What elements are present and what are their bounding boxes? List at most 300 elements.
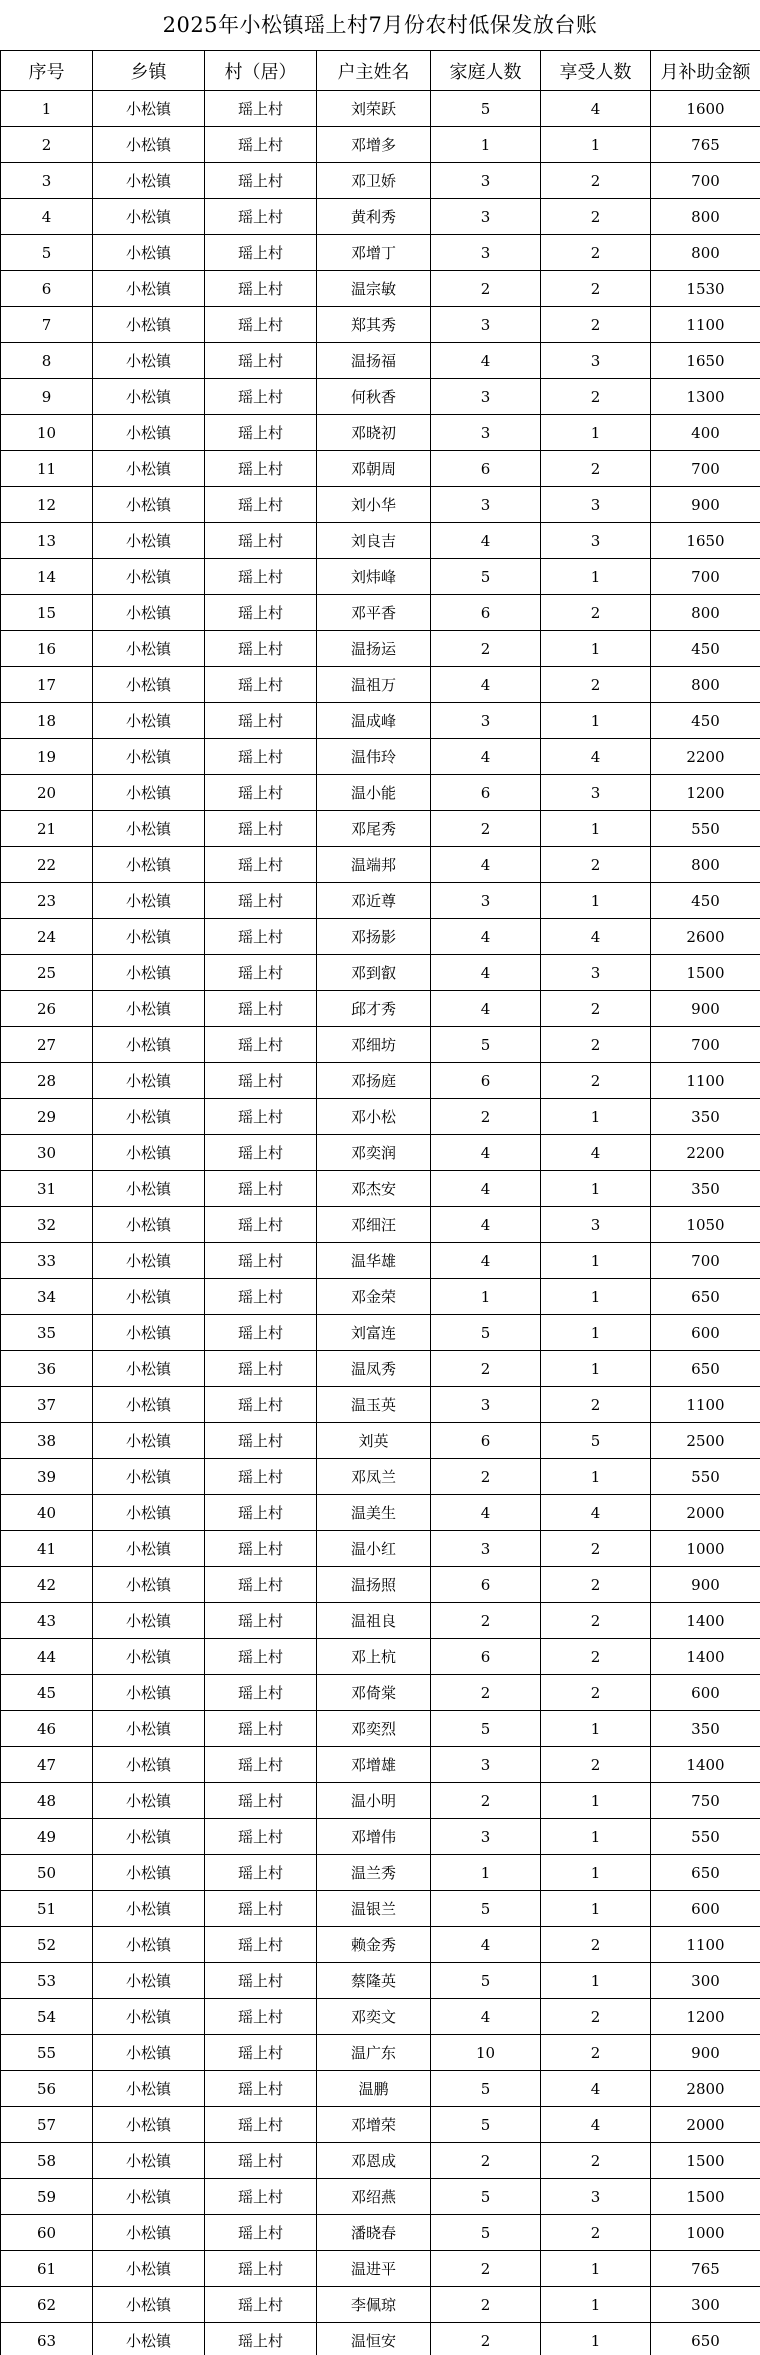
cell-village: 瑶上村 xyxy=(205,1279,317,1315)
cell-serial-number: 39 xyxy=(1,1459,93,1495)
cell-beneficiaries: 1 xyxy=(541,1243,651,1279)
cell-family-size: 3 xyxy=(431,1819,541,1855)
cell-monthly-subsidy: 1650 xyxy=(651,523,760,559)
cell-beneficiaries: 3 xyxy=(541,487,651,523)
table-row xyxy=(1,1891,760,1927)
cell-monthly-subsidy: 600 xyxy=(651,1675,760,1711)
cell-beneficiaries: 4 xyxy=(541,919,651,955)
cell-monthly-subsidy: 650 xyxy=(651,1279,760,1315)
cell-township: 小松镇 xyxy=(93,1171,205,1207)
cell-family-size: 2 xyxy=(431,271,541,307)
table-row xyxy=(1,2251,760,2287)
cell-village: 瑶上村 xyxy=(205,1099,317,1135)
cell-serial-number: 7 xyxy=(1,307,93,343)
cell-village: 瑶上村 xyxy=(205,1927,317,1963)
cell-township: 小松镇 xyxy=(93,2215,205,2251)
cell-serial-number: 38 xyxy=(1,1423,93,1459)
cell-village: 瑶上村 xyxy=(205,1387,317,1423)
table-row xyxy=(1,91,760,127)
cell-monthly-subsidy: 765 xyxy=(651,2251,760,2287)
table-row xyxy=(1,1423,760,1459)
cell-beneficiaries: 2 xyxy=(541,2035,651,2071)
cell-beneficiaries: 1 xyxy=(541,1711,651,1747)
cell-serial-number: 14 xyxy=(1,559,93,595)
cell-family-size: 3 xyxy=(431,307,541,343)
cell-serial-number: 19 xyxy=(1,739,93,775)
cell-beneficiaries: 1 xyxy=(541,2251,651,2287)
cell-monthly-subsidy: 450 xyxy=(651,883,760,919)
table-row xyxy=(1,2143,760,2179)
cell-serial-number: 5 xyxy=(1,235,93,271)
cell-beneficiaries: 2 xyxy=(541,1027,651,1063)
cell-householder-name: 邓细汪 xyxy=(317,1207,431,1243)
cell-family-size: 5 xyxy=(431,2179,541,2215)
cell-village: 瑶上村 xyxy=(205,1531,317,1567)
cell-beneficiaries: 1 xyxy=(541,1819,651,1855)
cell-serial-number: 4 xyxy=(1,199,93,235)
cell-township: 小松镇 xyxy=(93,1675,205,1711)
cell-householder-name: 温银兰 xyxy=(317,1891,431,1927)
table-row xyxy=(1,703,760,739)
table-row xyxy=(1,1639,760,1675)
cell-monthly-subsidy: 1100 xyxy=(651,1387,760,1423)
cell-township: 小松镇 xyxy=(93,415,205,451)
table-row xyxy=(1,775,760,811)
cell-monthly-subsidy: 2800 xyxy=(651,2071,760,2107)
cell-serial-number: 20 xyxy=(1,775,93,811)
cell-township: 小松镇 xyxy=(93,1207,205,1243)
cell-beneficiaries: 1 xyxy=(541,1783,651,1819)
cell-householder-name: 邓扬影 xyxy=(317,919,431,955)
cell-family-size: 4 xyxy=(431,991,541,1027)
table-row xyxy=(1,631,760,667)
cell-beneficiaries: 1 xyxy=(541,631,651,667)
cell-township: 小松镇 xyxy=(93,1351,205,1387)
cell-serial-number: 24 xyxy=(1,919,93,955)
cell-householder-name: 刘英 xyxy=(317,1423,431,1459)
cell-householder-name: 刘良吉 xyxy=(317,523,431,559)
cell-householder-name: 刘炜峰 xyxy=(317,559,431,595)
cell-beneficiaries: 1 xyxy=(541,811,651,847)
cell-serial-number: 21 xyxy=(1,811,93,847)
cell-householder-name: 邓增雄 xyxy=(317,1747,431,1783)
cell-householder-name: 温美生 xyxy=(317,1495,431,1531)
cell-serial-number: 18 xyxy=(1,703,93,739)
cell-township: 小松镇 xyxy=(93,199,205,235)
cell-serial-number: 37 xyxy=(1,1387,93,1423)
table-row xyxy=(1,811,760,847)
table-row xyxy=(1,1711,760,1747)
cell-family-size: 4 xyxy=(431,739,541,775)
table-row xyxy=(1,2323,760,2355)
cell-monthly-subsidy: 2200 xyxy=(651,739,760,775)
cell-township: 小松镇 xyxy=(93,703,205,739)
cell-township: 小松镇 xyxy=(93,379,205,415)
table-row xyxy=(1,1063,760,1099)
cell-family-size: 2 xyxy=(431,2143,541,2179)
cell-village: 瑶上村 xyxy=(205,1459,317,1495)
table-row xyxy=(1,199,760,235)
cell-householder-name: 邓绍燕 xyxy=(317,2179,431,2215)
cell-family-size: 5 xyxy=(431,1711,541,1747)
cell-village: 瑶上村 xyxy=(205,2107,317,2143)
table-row xyxy=(1,559,760,595)
cell-serial-number: 63 xyxy=(1,2323,93,2355)
cell-village: 瑶上村 xyxy=(205,1171,317,1207)
cell-monthly-subsidy: 650 xyxy=(651,2323,760,2355)
cell-beneficiaries: 1 xyxy=(541,1891,651,1927)
cell-householder-name: 刘荣跃 xyxy=(317,91,431,127)
cell-householder-name: 邓尾秀 xyxy=(317,811,431,847)
cell-serial-number: 26 xyxy=(1,991,93,1027)
cell-serial-number: 45 xyxy=(1,1675,93,1711)
cell-village: 瑶上村 xyxy=(205,1819,317,1855)
cell-serial-number: 48 xyxy=(1,1783,93,1819)
cell-householder-name: 黄利秀 xyxy=(317,199,431,235)
cell-village: 瑶上村 xyxy=(205,2071,317,2107)
cell-monthly-subsidy: 450 xyxy=(651,703,760,739)
cell-family-size: 3 xyxy=(431,415,541,451)
cell-householder-name: 温扬运 xyxy=(317,631,431,667)
cell-beneficiaries: 1 xyxy=(541,1855,651,1891)
cell-township: 小松镇 xyxy=(93,1387,205,1423)
cell-village: 瑶上村 xyxy=(205,199,317,235)
table-row xyxy=(1,1135,760,1171)
cell-serial-number: 46 xyxy=(1,1711,93,1747)
cell-beneficiaries: 2 xyxy=(541,379,651,415)
cell-beneficiaries: 2 xyxy=(541,1639,651,1675)
cell-family-size: 2 xyxy=(431,1099,541,1135)
cell-township: 小松镇 xyxy=(93,1459,205,1495)
cell-householder-name: 温宗敏 xyxy=(317,271,431,307)
cell-family-size: 4 xyxy=(431,847,541,883)
cell-family-size: 2 xyxy=(431,1603,541,1639)
cell-householder-name: 温扬照 xyxy=(317,1567,431,1603)
cell-beneficiaries: 1 xyxy=(541,1279,651,1315)
table-row xyxy=(1,1963,760,1999)
cell-serial-number: 1 xyxy=(1,91,93,127)
cell-monthly-subsidy: 800 xyxy=(651,235,760,271)
cell-village: 瑶上村 xyxy=(205,559,317,595)
cell-village: 瑶上村 xyxy=(205,2215,317,2251)
cell-householder-name: 温小红 xyxy=(317,1531,431,1567)
cell-monthly-subsidy: 1300 xyxy=(651,379,760,415)
cell-township: 小松镇 xyxy=(93,559,205,595)
cell-township: 小松镇 xyxy=(93,2035,205,2071)
cell-householder-name: 邓凤兰 xyxy=(317,1459,431,1495)
cell-family-size: 3 xyxy=(431,199,541,235)
cell-village: 瑶上村 xyxy=(205,955,317,991)
cell-monthly-subsidy: 1500 xyxy=(651,2179,760,2215)
cell-township: 小松镇 xyxy=(93,1567,205,1603)
cell-serial-number: 54 xyxy=(1,1999,93,2035)
cell-family-size: 3 xyxy=(431,163,541,199)
cell-monthly-subsidy: 1100 xyxy=(651,1063,760,1099)
cell-village: 瑶上村 xyxy=(205,1243,317,1279)
cell-householder-name: 邓小松 xyxy=(317,1099,431,1135)
cell-family-size: 1 xyxy=(431,1279,541,1315)
cell-beneficiaries: 3 xyxy=(541,775,651,811)
cell-beneficiaries: 2 xyxy=(541,595,651,631)
cell-monthly-subsidy: 700 xyxy=(651,163,760,199)
cell-serial-number: 58 xyxy=(1,2143,93,2179)
cell-serial-number: 57 xyxy=(1,2107,93,2143)
cell-beneficiaries: 4 xyxy=(541,1495,651,1531)
table-row xyxy=(1,883,760,919)
cell-monthly-subsidy: 550 xyxy=(651,1819,760,1855)
cell-beneficiaries: 1 xyxy=(541,883,651,919)
cell-beneficiaries: 2 xyxy=(541,451,651,487)
cell-monthly-subsidy: 800 xyxy=(651,667,760,703)
table-row xyxy=(1,1567,760,1603)
cell-village: 瑶上村 xyxy=(205,919,317,955)
cell-township: 小松镇 xyxy=(93,1315,205,1351)
cell-township: 小松镇 xyxy=(93,1063,205,1099)
cell-beneficiaries: 2 xyxy=(541,235,651,271)
cell-family-size: 5 xyxy=(431,91,541,127)
cell-family-size: 3 xyxy=(431,1531,541,1567)
cell-householder-name: 李佩琼 xyxy=(317,2287,431,2323)
cell-monthly-subsidy: 1200 xyxy=(651,1999,760,2035)
cell-serial-number: 15 xyxy=(1,595,93,631)
cell-beneficiaries: 2 xyxy=(541,1927,651,1963)
cell-serial-number: 44 xyxy=(1,1639,93,1675)
table-row xyxy=(1,307,760,343)
header-family-size: 家庭人数 xyxy=(431,51,541,91)
cell-township: 小松镇 xyxy=(93,595,205,631)
cell-monthly-subsidy: 650 xyxy=(651,1855,760,1891)
cell-monthly-subsidy: 1600 xyxy=(651,91,760,127)
cell-beneficiaries: 2 xyxy=(541,1531,651,1567)
cell-township: 小松镇 xyxy=(93,2323,205,2355)
cell-serial-number: 42 xyxy=(1,1567,93,1603)
cell-family-size: 3 xyxy=(431,1747,541,1783)
table-row xyxy=(1,235,760,271)
cell-serial-number: 52 xyxy=(1,1927,93,1963)
cell-family-size: 5 xyxy=(431,1315,541,1351)
cell-village: 瑶上村 xyxy=(205,1855,317,1891)
cell-family-size: 3 xyxy=(431,235,541,271)
table-row xyxy=(1,1171,760,1207)
header-householder-name: 户主姓名 xyxy=(317,51,431,91)
cell-family-size: 6 xyxy=(431,595,541,631)
table-row xyxy=(1,2287,760,2323)
table-row xyxy=(1,343,760,379)
cell-family-size: 5 xyxy=(431,2215,541,2251)
cell-householder-name: 温华雄 xyxy=(317,1243,431,1279)
cell-township: 小松镇 xyxy=(93,2179,205,2215)
cell-family-size: 2 xyxy=(431,2251,541,2287)
cell-township: 小松镇 xyxy=(93,307,205,343)
cell-village: 瑶上村 xyxy=(205,1999,317,2035)
table-row xyxy=(1,1927,760,1963)
cell-serial-number: 23 xyxy=(1,883,93,919)
table-row xyxy=(1,163,760,199)
cell-householder-name: 温凤秀 xyxy=(317,1351,431,1387)
cell-serial-number: 40 xyxy=(1,1495,93,1531)
cell-householder-name: 邓细坊 xyxy=(317,1027,431,1063)
cell-township: 小松镇 xyxy=(93,1243,205,1279)
cell-family-size: 2 xyxy=(431,1351,541,1387)
cell-family-size: 5 xyxy=(431,2071,541,2107)
cell-householder-name: 温兰秀 xyxy=(317,1855,431,1891)
cell-village: 瑶上村 xyxy=(205,523,317,559)
cell-householder-name: 温鹏 xyxy=(317,2071,431,2107)
cell-monthly-subsidy: 300 xyxy=(651,2287,760,2323)
cell-monthly-subsidy: 2500 xyxy=(651,1423,760,1459)
cell-serial-number: 9 xyxy=(1,379,93,415)
cell-village: 瑶上村 xyxy=(205,1351,317,1387)
cell-householder-name: 邓增伟 xyxy=(317,1819,431,1855)
cell-monthly-subsidy: 1530 xyxy=(651,271,760,307)
header-serial-number: 序号 xyxy=(1,51,93,91)
cell-monthly-subsidy: 900 xyxy=(651,991,760,1027)
table-row xyxy=(1,1855,760,1891)
cell-family-size: 4 xyxy=(431,1171,541,1207)
cell-township: 小松镇 xyxy=(93,1855,205,1891)
cell-township: 小松镇 xyxy=(93,2107,205,2143)
cell-householder-name: 温伟玲 xyxy=(317,739,431,775)
cell-serial-number: 29 xyxy=(1,1099,93,1135)
cell-householder-name: 邓卫娇 xyxy=(317,163,431,199)
cell-beneficiaries: 2 xyxy=(541,1567,651,1603)
cell-family-size: 4 xyxy=(431,955,541,991)
table-row xyxy=(1,667,760,703)
cell-village: 瑶上村 xyxy=(205,631,317,667)
table-row xyxy=(1,415,760,451)
cell-beneficiaries: 1 xyxy=(541,1351,651,1387)
cell-beneficiaries: 1 xyxy=(541,703,651,739)
cell-beneficiaries: 3 xyxy=(541,955,651,991)
cell-serial-number: 30 xyxy=(1,1135,93,1171)
table-row xyxy=(1,2107,760,2143)
cell-village: 瑶上村 xyxy=(205,1567,317,1603)
table-row xyxy=(1,2035,760,2071)
cell-householder-name: 邓奕烈 xyxy=(317,1711,431,1747)
cell-householder-name: 温扬福 xyxy=(317,343,431,379)
cell-beneficiaries: 2 xyxy=(541,271,651,307)
cell-family-size: 4 xyxy=(431,1243,541,1279)
cell-beneficiaries: 2 xyxy=(541,667,651,703)
cell-householder-name: 邓增多 xyxy=(317,127,431,163)
cell-serial-number: 55 xyxy=(1,2035,93,2071)
cell-monthly-subsidy: 550 xyxy=(651,1459,760,1495)
cell-serial-number: 34 xyxy=(1,1279,93,1315)
cell-householder-name: 邓增丁 xyxy=(317,235,431,271)
cell-family-size: 4 xyxy=(431,1135,541,1171)
table-row xyxy=(1,1315,760,1351)
cell-monthly-subsidy: 800 xyxy=(651,847,760,883)
cell-village: 瑶上村 xyxy=(205,883,317,919)
cell-monthly-subsidy: 700 xyxy=(651,1027,760,1063)
cell-township: 小松镇 xyxy=(93,1603,205,1639)
cell-householder-name: 邓杰安 xyxy=(317,1171,431,1207)
cell-village: 瑶上村 xyxy=(205,1135,317,1171)
cell-village: 瑶上村 xyxy=(205,2179,317,2215)
cell-township: 小松镇 xyxy=(93,1783,205,1819)
cell-township: 小松镇 xyxy=(93,631,205,667)
cell-beneficiaries: 1 xyxy=(541,127,651,163)
cell-village: 瑶上村 xyxy=(205,343,317,379)
cell-village: 瑶上村 xyxy=(205,2251,317,2287)
cell-family-size: 2 xyxy=(431,1675,541,1711)
cell-family-size: 4 xyxy=(431,1999,541,2035)
cell-village: 瑶上村 xyxy=(205,1315,317,1351)
cell-householder-name: 蔡隆英 xyxy=(317,1963,431,1999)
cell-monthly-subsidy: 1000 xyxy=(651,2215,760,2251)
table-row xyxy=(1,1387,760,1423)
cell-monthly-subsidy: 1400 xyxy=(651,1639,760,1675)
table-row xyxy=(1,1999,760,2035)
cell-beneficiaries: 2 xyxy=(541,991,651,1027)
cell-beneficiaries: 1 xyxy=(541,2323,651,2355)
cell-township: 小松镇 xyxy=(93,235,205,271)
table-row xyxy=(1,1783,760,1819)
cell-township: 小松镇 xyxy=(93,1999,205,2035)
cell-township: 小松镇 xyxy=(93,667,205,703)
cell-serial-number: 16 xyxy=(1,631,93,667)
cell-serial-number: 59 xyxy=(1,2179,93,2215)
table-row xyxy=(1,1747,760,1783)
table-row xyxy=(1,595,760,631)
cell-village: 瑶上村 xyxy=(205,1891,317,1927)
cell-serial-number: 51 xyxy=(1,1891,93,1927)
header-monthly-subsidy: 月补助金额 xyxy=(651,51,760,91)
cell-township: 小松镇 xyxy=(93,1747,205,1783)
cell-monthly-subsidy: 1200 xyxy=(651,775,760,811)
cell-monthly-subsidy: 900 xyxy=(651,2035,760,2071)
cell-monthly-subsidy: 600 xyxy=(651,1891,760,1927)
cell-family-size: 3 xyxy=(431,1387,541,1423)
cell-householder-name: 温进平 xyxy=(317,2251,431,2287)
cell-township: 小松镇 xyxy=(93,1279,205,1315)
cell-serial-number: 22 xyxy=(1,847,93,883)
cell-monthly-subsidy: 450 xyxy=(651,631,760,667)
cell-householder-name: 赖金秀 xyxy=(317,1927,431,1963)
cell-village: 瑶上村 xyxy=(205,847,317,883)
cell-village: 瑶上村 xyxy=(205,1783,317,1819)
cell-village: 瑶上村 xyxy=(205,1063,317,1099)
table-body xyxy=(1,91,760,2355)
table-row xyxy=(1,271,760,307)
cell-beneficiaries: 5 xyxy=(541,1423,651,1459)
cell-township: 小松镇 xyxy=(93,343,205,379)
cell-family-size: 6 xyxy=(431,1639,541,1675)
cell-village: 瑶上村 xyxy=(205,163,317,199)
cell-householder-name: 温小明 xyxy=(317,1783,431,1819)
cell-family-size: 4 xyxy=(431,343,541,379)
cell-monthly-subsidy: 650 xyxy=(651,1351,760,1387)
cell-monthly-subsidy: 1100 xyxy=(651,307,760,343)
cell-beneficiaries: 1 xyxy=(541,1963,651,1999)
cell-householder-name: 邓朝周 xyxy=(317,451,431,487)
cell-serial-number: 28 xyxy=(1,1063,93,1099)
cell-village: 瑶上村 xyxy=(205,2323,317,2355)
cell-serial-number: 56 xyxy=(1,2071,93,2107)
cell-township: 小松镇 xyxy=(93,2071,205,2107)
cell-family-size: 3 xyxy=(431,883,541,919)
cell-monthly-subsidy: 1400 xyxy=(651,1747,760,1783)
table-row xyxy=(1,847,760,883)
cell-township: 小松镇 xyxy=(93,1891,205,1927)
cell-family-size: 2 xyxy=(431,811,541,847)
table-row xyxy=(1,127,760,163)
cell-township: 小松镇 xyxy=(93,1135,205,1171)
cell-family-size: 6 xyxy=(431,1567,541,1603)
table-row xyxy=(1,487,760,523)
cell-monthly-subsidy: 2000 xyxy=(651,2107,760,2143)
cell-beneficiaries: 4 xyxy=(541,739,651,775)
